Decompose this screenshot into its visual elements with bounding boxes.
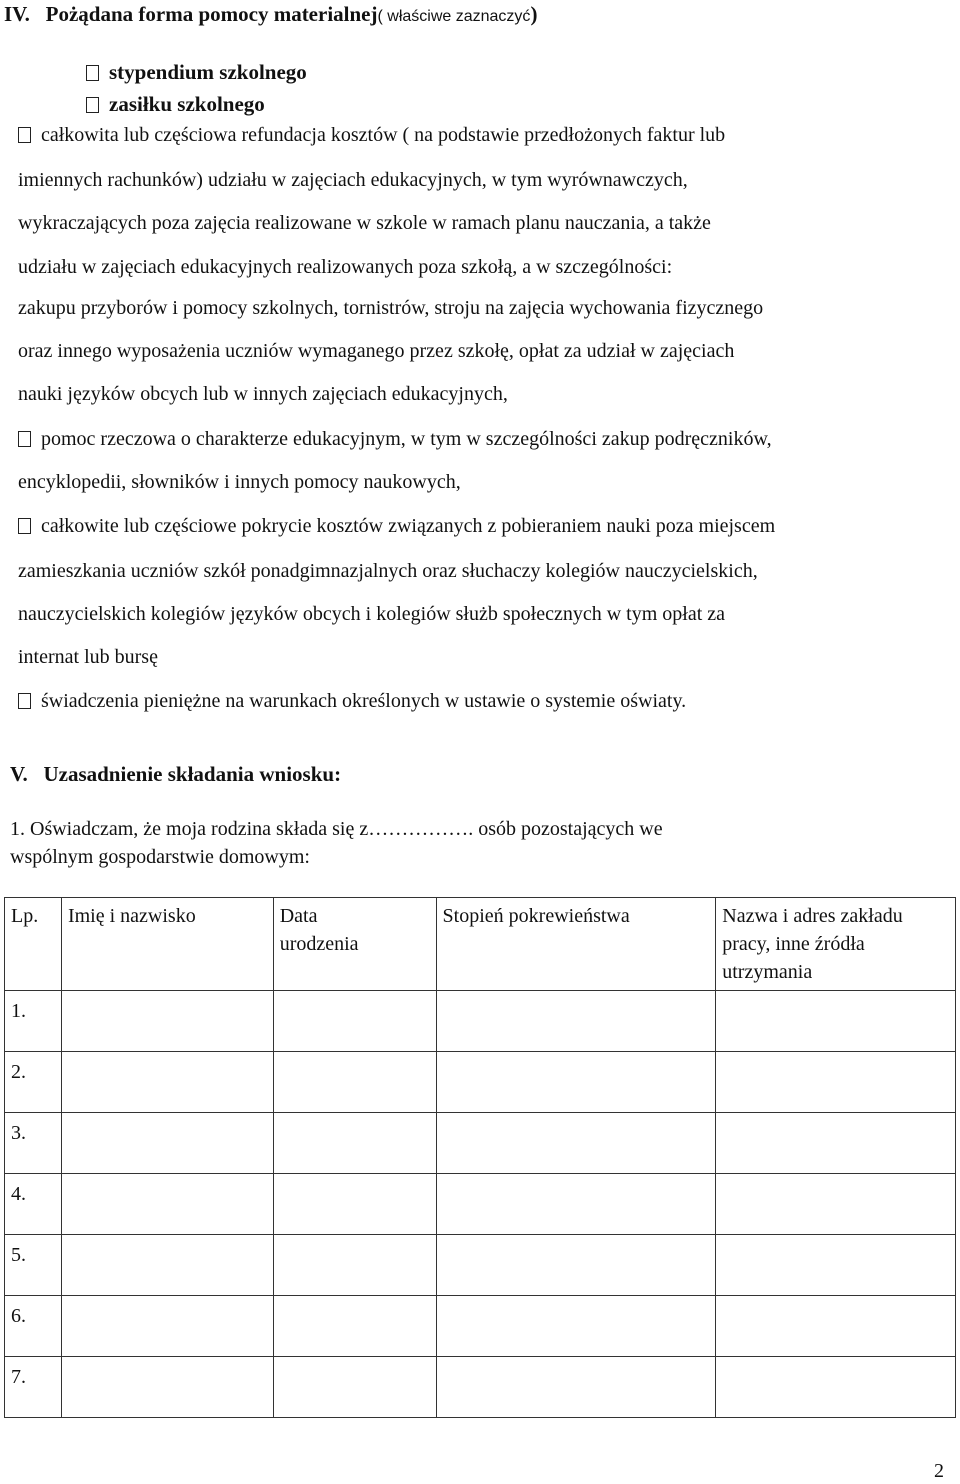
header-relation: Stopień pokrewieństwa <box>436 898 716 991</box>
section-iv-note: ( właściwe zaznaczyć <box>377 8 531 25</box>
rzeczowa-line: pomoc rzeczowa o charakterze edukacyjnym, w tym w szczególności zakup podręczników, <box>41 428 772 450</box>
swiadczenia-label: świadczenia pieniężne na warunkach określonych w ustawie o systemie oświaty. <box>41 690 687 712</box>
cell-relation[interactable] <box>436 1052 716 1113</box>
cell-name[interactable] <box>61 1235 273 1296</box>
table-row <box>5 1174 956 1235</box>
header-work-line: pracy, inne źródła <box>722 933 865 955</box>
option-zasilek-label: zasiłku szkolnego <box>109 92 265 116</box>
option-pokrycie-kosztow[interactable] <box>18 515 775 538</box>
option-refundacja[interactable] <box>18 124 725 147</box>
cell-workplace[interactable] <box>716 991 956 1052</box>
section-iv-close: ) <box>530 2 538 26</box>
cell-name[interactable] <box>61 1296 273 1357</box>
table-row <box>5 1357 956 1418</box>
header-lp: Lp. <box>5 898 62 991</box>
cell-workplace[interactable] <box>716 1357 956 1418</box>
checkbox[interactable] <box>18 518 31 534</box>
refundacja-line: nauki języków obcych lub w innych zajęciach edukacyjnych, <box>18 383 508 405</box>
refundacja-line: zakupu przyborów i pomocy szkolnych, tornistrów, stroju na zajęcia wychowania fizycznego <box>18 297 764 319</box>
cell-relation[interactable] <box>436 1296 716 1357</box>
cell-birth-date[interactable] <box>273 1174 436 1235</box>
cell-relation[interactable] <box>436 1113 716 1174</box>
household-statement-cont: wspólnym gospodarstwie domowym: <box>10 846 310 868</box>
pokrycie-line: zamieszkania uczniów szkół ponadgimnazjalnych oraz słuchaczy kolegiów nauczycielskich, <box>18 560 758 582</box>
refundacja-line: oraz innego wyposażenia uczniów wymaganego przez szkołę, opłat za udział w zajęciach <box>18 340 735 362</box>
cell-workplace[interactable] <box>716 1113 956 1174</box>
cell-workplace[interactable] <box>716 1052 956 1113</box>
row-number: 7. <box>5 1357 62 1418</box>
pokrycie-line: internat lub bursę <box>18 646 158 668</box>
checkbox[interactable] <box>86 65 99 81</box>
family-members-table <box>4 897 956 1418</box>
row-number: 2. <box>5 1052 62 1113</box>
cell-relation[interactable] <box>436 1174 716 1235</box>
cell-relation[interactable] <box>436 1235 716 1296</box>
section-iv-number: IV. <box>4 2 30 26</box>
section-v-heading <box>10 762 341 787</box>
rzeczowa-line: encyklopedii, słowników i innych pomocy naukowych, <box>18 471 461 493</box>
cell-birth-date[interactable] <box>273 1296 436 1357</box>
table-row <box>5 1113 956 1174</box>
header-birth-date <box>273 898 436 991</box>
refundacja-line: imiennych rachunków) udziału w zajęciach edukacyjnych, w tym wyrównawczych, <box>18 169 688 191</box>
cell-birth-date[interactable] <box>273 1235 436 1296</box>
cell-name[interactable] <box>61 1052 273 1113</box>
household-statement: 1. Oświadczam, że moja rodzina składa się z……………. osób pozostających we <box>10 818 663 840</box>
checkbox[interactable] <box>18 693 31 709</box>
option-stypendium[interactable] <box>86 60 307 85</box>
cell-relation[interactable] <box>436 1357 716 1418</box>
table-header-row <box>5 898 956 991</box>
page-number: 2 <box>934 1460 944 1482</box>
refundacja-line: wykraczających poza zajęcia realizowane w szkole w ramach planu nauczania, a także <box>18 212 711 234</box>
cell-birth-date[interactable] <box>273 1052 436 1113</box>
cell-name[interactable] <box>61 1174 273 1235</box>
cell-relation[interactable] <box>436 991 716 1052</box>
header-name: Imię i nazwisko <box>61 898 273 991</box>
pokrycie-line: nauczycielskich kolegiów języków obcych i kolegiów służb społecznych w tym opłat za <box>18 603 726 625</box>
option-swiadczenia[interactable] <box>18 690 686 713</box>
cell-birth-date[interactable] <box>273 1113 436 1174</box>
row-number: 3. <box>5 1113 62 1174</box>
checkbox[interactable] <box>18 127 31 143</box>
checkbox[interactable] <box>86 97 99 113</box>
section-iv-title: Pożądana forma pomocy materialnej <box>45 2 378 26</box>
header-birth-line: Data <box>279 905 318 927</box>
cell-birth-date[interactable] <box>273 991 436 1052</box>
checkbox[interactable] <box>18 431 31 447</box>
section-v-title: Uzasadnienie składania wniosku: <box>43 762 342 786</box>
header-work-line: Nazwa i adres zakładu <box>722 905 903 927</box>
option-zasilek[interactable] <box>86 92 265 117</box>
refundacja-line: całkowita lub częściowa refundacja kosztów ( na podstawie przedłożonych faktur lub <box>41 124 726 146</box>
cell-birth-date[interactable] <box>273 1357 436 1418</box>
pokrycie-line: całkowite lub częściowe pokrycie kosztów związanych z pobieraniem nauki poza miejscem <box>41 515 776 537</box>
cell-name[interactable] <box>61 1357 273 1418</box>
header-birth-line: urodzenia <box>279 933 359 955</box>
table-row <box>5 991 956 1052</box>
row-number: 1. <box>5 991 62 1052</box>
table-row <box>5 1052 956 1113</box>
refundacja-line: udziału w zajęciach edukacyjnych realizowanych poza szkołą, a w szczególności: <box>18 256 673 278</box>
cell-name[interactable] <box>61 991 273 1052</box>
cell-name[interactable] <box>61 1113 273 1174</box>
cell-workplace[interactable] <box>716 1174 956 1235</box>
cell-workplace[interactable] <box>716 1235 956 1296</box>
option-pomoc-rzeczowa[interactable] <box>18 428 772 451</box>
row-number: 4. <box>5 1174 62 1235</box>
row-number: 6. <box>5 1296 62 1357</box>
cell-workplace[interactable] <box>716 1296 956 1357</box>
option-stypendium-label: stypendium szkolnego <box>109 60 307 84</box>
table-row <box>5 1296 956 1357</box>
section-iv-heading <box>4 2 537 27</box>
row-number: 5. <box>5 1235 62 1296</box>
header-work-line: utrzymania <box>722 961 813 983</box>
header-workplace <box>716 898 956 991</box>
table-row <box>5 1235 956 1296</box>
section-v-number: V. <box>10 762 28 786</box>
